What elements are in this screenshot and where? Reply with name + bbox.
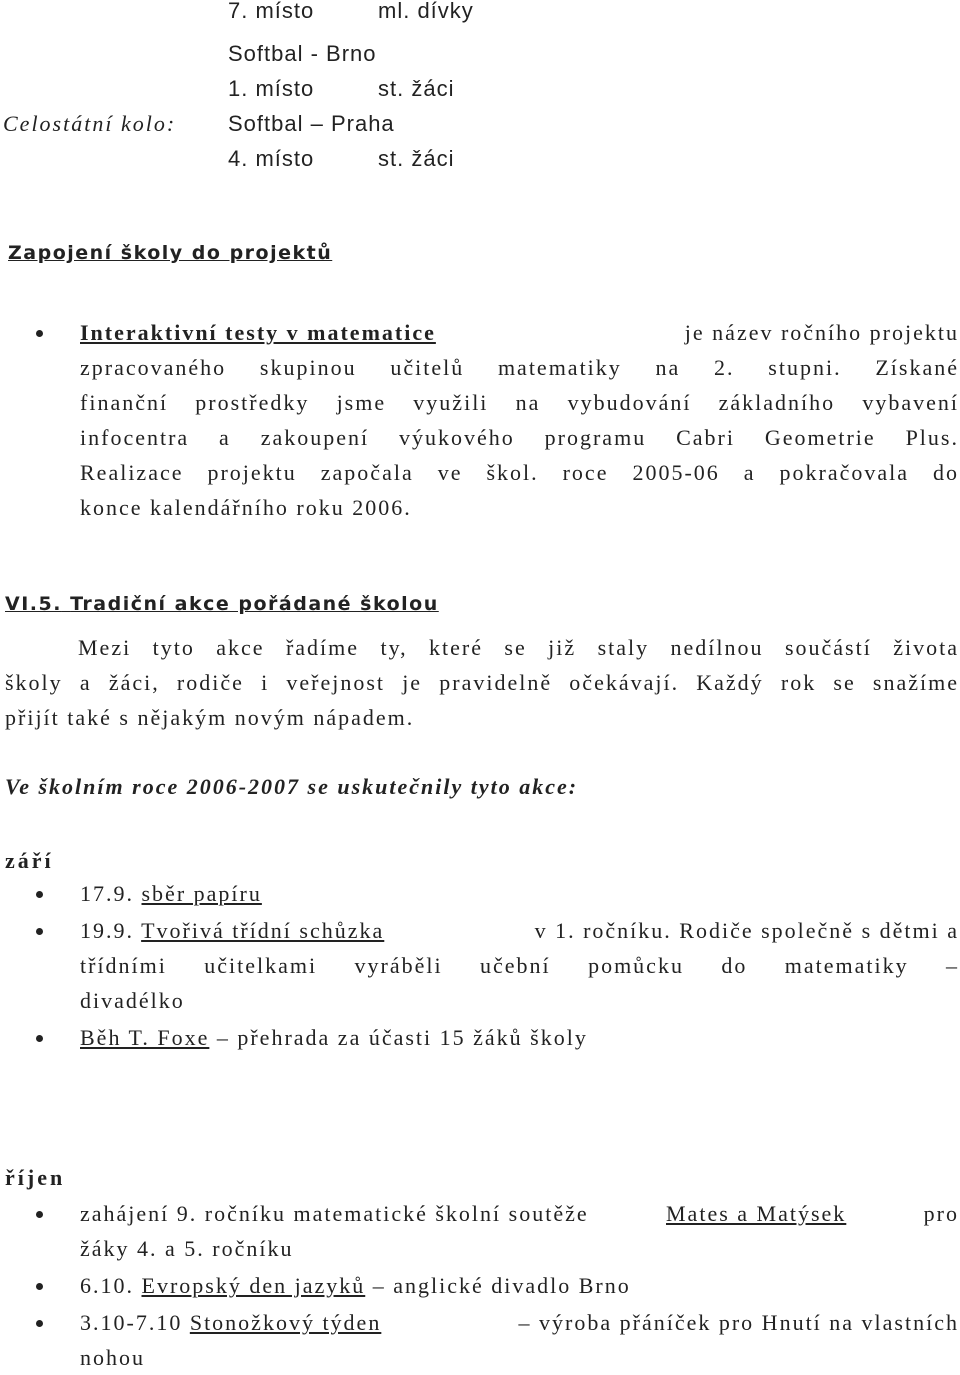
intro-line-3: přijít také s nějakým novým nápadem. (5, 705, 415, 730)
bullet (36, 891, 43, 898)
project-first-line (80, 316, 959, 350)
list-item-parents-meeting (80, 914, 959, 948)
national-round-label: Celostátní kolo: (3, 111, 177, 136)
item-date: 6.10. (80, 1273, 134, 1298)
item-rest: – výroba přáníček pro Hnutí na vlastních (518, 1310, 959, 1335)
fox-run-link[interactable]: Běh T. Foxe (80, 1025, 210, 1050)
bullet (36, 1211, 43, 1218)
bullet (36, 1283, 43, 1290)
centipede-week-line-2: nohou (80, 1345, 145, 1370)
list-item-fox-run (80, 1021, 588, 1055)
list-item-languages-day (80, 1269, 631, 1303)
brno-place: 1. místo (228, 76, 315, 101)
bullet (36, 1035, 43, 1042)
project-line-1: je název ročního projektu (684, 320, 959, 345)
softball-praha: Softbal – Praha (228, 111, 395, 136)
item-date: 19.9. (80, 918, 134, 943)
parents-meeting-line-2: třídními učitelkami vyráběli učební pomůcku do matematiky – (80, 953, 959, 978)
mates-matysek-link[interactable]: Mates a Matýsek (666, 1201, 847, 1226)
languages-day-link[interactable]: Evropský den jazyků (141, 1273, 366, 1298)
project-title-link[interactable]: Interaktivní testy v matematice (80, 320, 436, 345)
project-line-4: infocentra a zakoupení výukového programu Cabri Geometrie Plus. (80, 425, 959, 450)
project-line-6: konce kalendářního roku 2006. (80, 495, 412, 520)
list-item-paper (80, 877, 262, 911)
intro-line-1: Mezi tyto akce řadíme ty, které se již staly nedílnou součástí života (78, 635, 959, 660)
intro-line-2: školy a žáci, rodiče i veřejnost je pravidelně očekávají. Každý rok se snažíme (5, 670, 959, 695)
section-heading (5, 593, 439, 615)
brno-category: st. žáci (378, 76, 455, 101)
praha-place: 4. místo (228, 146, 315, 171)
class-meeting-link[interactable]: Tvořivá třídní schůzka (141, 918, 385, 943)
place-7: 7. místo (228, 0, 315, 23)
item-rest: v 1. ročníku. Rodiče společně s dětmi a (534, 918, 959, 943)
section-number: VI.5. (5, 593, 62, 615)
section-title: Tradiční akce pořádané školou (70, 593, 439, 615)
bullet (36, 1320, 43, 1327)
math-contest-line-2: žáky 4. a 5. ročníku (80, 1236, 294, 1261)
year-heading: Ve školním roce 2006-2007 se uskutečnily tyto akce: (5, 774, 579, 799)
list-item-centipede-week (80, 1306, 959, 1340)
item-post: pro (923, 1201, 959, 1226)
item-date: 17.9. (80, 881, 134, 906)
projects-heading: Zapojení školy do projektů (8, 242, 333, 264)
month-september: září (5, 848, 54, 873)
centipede-week-link[interactable]: Stonožkový týden (189, 1310, 382, 1335)
item-date: 3.10-7.10 (80, 1310, 183, 1335)
project-line-3: finanční prostředky jsme využili na vybudování základního vybavení (80, 390, 959, 415)
month-october: říjen (5, 1165, 66, 1190)
bullet (36, 330, 43, 337)
item-rest: – přehrada za účasti 15 žáků školy (216, 1025, 588, 1050)
list-item-math-contest (80, 1197, 959, 1231)
project-line-2: zpracovaného skupinou učitelů matematiky na 2. stupni. Získané (80, 355, 959, 380)
bullet (36, 928, 43, 935)
category-ml-divky: ml. dívky (378, 0, 474, 23)
project-line-5: Realizace projektu započala ve škol. roce 2005-06 a pokračovala do (80, 460, 959, 485)
softball-brno: Softbal - Brno (228, 41, 377, 66)
item-pre: zahájení 9. ročníku matematické školní soutěže (80, 1201, 589, 1226)
praha-category: st. žáci (378, 146, 455, 171)
parents-meeting-line-3: divadélko (80, 988, 185, 1013)
item-rest: – anglické divadlo Brno (372, 1273, 631, 1298)
paper-collection-link[interactable]: sběr papíru (141, 881, 262, 906)
